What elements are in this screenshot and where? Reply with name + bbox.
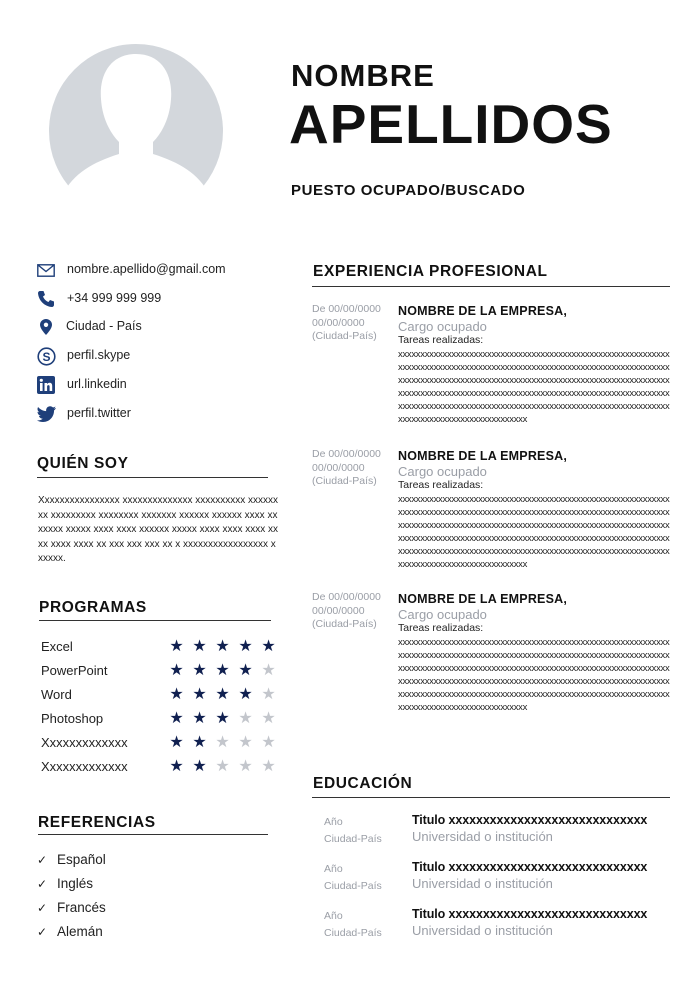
- experience-role: Cargo ocupado: [398, 464, 487, 479]
- star-filled-icon: ★: [215, 686, 230, 703]
- experience-dates: [312, 303, 392, 344]
- experience-dates: [312, 448, 392, 489]
- phone-icon: [36, 289, 56, 309]
- star-filled-icon: ★: [169, 662, 184, 679]
- program-row: [41, 733, 277, 753]
- education-institution: Universidad o institución: [412, 829, 553, 844]
- experience-tasks: xxxxxxxxxxxxxxxxxxxxxxxxxxxxxxxxxxxxxxxxxxxxxxxxxxxxxxxxxxxxxxxxxxxxxxxxxxxxxxxxxxxxxxxxxxxxxxxxxxxxxxxxxxxxxxxxxxxxxxxxxxxxxxxxxxxxxxxxxxxxxxxxxxxxxxxxxxxxxxxxxxxxxxxxxxxxxxxxxxxxxxxxxxxxxxxxxxxxxxxxxxxxxxxxxxxxxxxxxxxxxxxxxxxxxxxxxxxxxxxxxxxxxxxxxxxxxxxxxxxxxxxxxxxxxxxxxxxxxxxxxxxxxxxxxxxxxxxxxxxxxxxxxxxxxxxxxxxxxxxxxxxxxxxxxxxxxx: [398, 637, 670, 713]
- experience-company: NOMBRE DE LA EMPRESA,: [398, 592, 568, 606]
- star-filled-icon: ★: [169, 686, 184, 703]
- envelope-icon: [36, 260, 56, 280]
- star-empty-icon: ★: [238, 710, 253, 727]
- star-filled-icon: ★: [215, 662, 230, 679]
- contact-email[interactable]: [36, 259, 226, 281]
- reference-item: [37, 852, 106, 867]
- experience-tasks: xxxxxxxxxxxxxxxxxxxxxxxxxxxxxxxxxxxxxxxxxxxxxxxxxxxxxxxxxxxxxxxxxxxxxxxxxxxxxxxxxxxxxxxxxxxxxxxxxxxxxxxxxxxxxxxxxxxxxxxxxxxxxxxxxxxxxxxxxxxxxxxxxxxxxxxxxxxxxxxxxxxxxxxxxxxxxxxxxxxxxxxxxxxxxxxxxxxxxxxxxxxxxxxxxxxxxxxxxxxxxxxxxxxxxxxxxxxxxxxxxxxxxxxxxxxxxxxxxxxxxxxxxxxxxxxxxxxxxxxxxxxxxxxxxxxxxxxxxxxxxxxxxxxxxxxxxxxxxxxxxxxxxxxxxxxxxx: [398, 494, 670, 570]
- program-name: Excel: [41, 639, 73, 654]
- skype-text: perfil.skype: [67, 348, 131, 362]
- first-name: NOMBRE: [291, 58, 435, 93]
- last-name: APELLIDOS: [289, 93, 613, 155]
- education-title: Titulo xxxxxxxxxxxxxxxxxxxxxxxxxxxxx: [412, 907, 648, 921]
- job-position: PUESTO OCUPADO/BUSCADO: [291, 182, 526, 199]
- contact-twitter[interactable]: [36, 403, 131, 425]
- program-row: [41, 637, 277, 657]
- reference-item: [37, 924, 103, 939]
- experience-title: EXPERIENCIA PROFESIONAL: [313, 263, 548, 280]
- reference-label: Inglés: [57, 876, 94, 891]
- reference-label: Alemán: [57, 924, 103, 939]
- experience-role: Cargo ocupado: [398, 319, 487, 334]
- experience-dates: [312, 591, 392, 632]
- program-row: [41, 661, 277, 681]
- experience-date-from: De 00/00/0000: [312, 303, 381, 315]
- twitter-text: perfil.twitter: [67, 406, 131, 420]
- star-filled-icon: ★: [192, 638, 207, 655]
- star-filled-icon: ★: [192, 758, 207, 775]
- star-filled-icon: ★: [192, 710, 207, 727]
- experience-tasks: xxxxxxxxxxxxxxxxxxxxxxxxxxxxxxxxxxxxxxxxxxxxxxxxxxxxxxxxxxxxxxxxxxxxxxxxxxxxxxxxxxxxxxxxxxxxxxxxxxxxxxxxxxxxxxxxxxxxxxxxxxxxxxxxxxxxxxxxxxxxxxxxxxxxxxxxxxxxxxxxxxxxxxxxxxxxxxxxxxxxxxxxxxxxxxxxxxxxxxxxxxxxxxxxxxxxxxxxxxxxxxxxxxxxxxxxxxxxxxxxxxxxxxxxxxxxxxxxxxxxxxxxxxxxxxxxxxxxxxxxxxxxxxxxxxxxxxxxxxxxxxxxxxxxxxxxxxxxxxxxxxxxxxxxxxxxxx: [398, 349, 670, 425]
- star-empty-icon: ★: [261, 662, 276, 679]
- program-row: [41, 757, 277, 777]
- education-title: Titulo xxxxxxxxxxxxxxxxxxxxxxxxxxxxx: [412, 860, 648, 874]
- star-filled-icon: ★: [238, 662, 253, 679]
- program-name: Word: [41, 687, 72, 702]
- star-empty-icon: ★: [261, 734, 276, 751]
- education-place: Ciudad-País: [324, 833, 382, 845]
- programs-title: PROGRAMAS: [39, 599, 147, 616]
- star-empty-icon: ★: [238, 758, 253, 775]
- star-empty-icon: ★: [261, 710, 276, 727]
- star-empty-icon: ★: [238, 734, 253, 751]
- phone-text: +34 999 999 999: [67, 291, 162, 305]
- program-rating: [168, 733, 277, 753]
- references-title: REFERENCIAS: [38, 814, 156, 831]
- linkedin-icon: [36, 375, 56, 395]
- star-filled-icon: ★: [192, 662, 207, 679]
- contact-linkedin[interactable]: [36, 374, 127, 396]
- experience-place: (Ciudad-País): [312, 330, 377, 342]
- star-filled-icon: ★: [261, 638, 276, 655]
- reference-label: Francés: [57, 900, 106, 915]
- program-row: [41, 685, 277, 705]
- location-text: Ciudad - País: [66, 319, 142, 333]
- experience-tasks-label: Tareas realizadas:: [398, 334, 484, 346]
- experience-place: (Ciudad-País): [312, 618, 377, 630]
- program-name: PowerPoint: [41, 663, 108, 678]
- contact-location: [36, 316, 142, 338]
- experience-date-to: 00/00/0000: [312, 604, 365, 617]
- experience-date-from: De 00/00/0000: [312, 591, 381, 603]
- star-filled-icon: ★: [169, 734, 184, 751]
- checkmark-icon: ✓: [37, 900, 48, 915]
- star-empty-icon: ★: [215, 734, 230, 751]
- experience-company: NOMBRE DE LA EMPRESA,: [398, 449, 568, 463]
- checkmark-icon: ✓: [37, 852, 48, 867]
- education-divider: [312, 797, 670, 798]
- program-rating: [168, 637, 277, 657]
- experience-tasks-label: Tareas realizadas:: [398, 622, 484, 634]
- program-rating: [168, 685, 277, 705]
- checkmark-icon: ✓: [37, 876, 48, 891]
- star-filled-icon: ★: [238, 638, 253, 655]
- experience-tasks-label: Tareas realizadas:: [398, 479, 484, 491]
- experience-divider: [312, 286, 670, 287]
- education-year: Año: [324, 910, 343, 922]
- star-filled-icon: ★: [169, 638, 184, 655]
- star-filled-icon: ★: [169, 710, 184, 727]
- program-name: Xxxxxxxxxxxxx: [41, 759, 128, 774]
- star-empty-icon: ★: [215, 758, 230, 775]
- experience-place: (Ciudad-País): [312, 475, 377, 487]
- experience-date-to: 00/00/0000: [312, 316, 365, 329]
- about-divider: [37, 477, 268, 478]
- programs-divider: [39, 620, 271, 621]
- experience-role: Cargo ocupado: [398, 607, 487, 622]
- profile-photo-placeholder: [49, 44, 223, 194]
- star-filled-icon: ★: [192, 734, 207, 751]
- education-title: Titulo xxxxxxxxxxxxxxxxxxxxxxxxxxxxx: [412, 813, 648, 827]
- program-row: [41, 709, 277, 729]
- reference-item: [37, 876, 93, 891]
- star-filled-icon: ★: [215, 638, 230, 655]
- program-name: Photoshop: [41, 711, 104, 726]
- program-rating: [168, 661, 277, 681]
- experience-company: NOMBRE DE LA EMPRESA,: [398, 304, 568, 318]
- education-place: Ciudad-País: [324, 927, 382, 939]
- experience-date-from: De 00/00/0000: [312, 448, 381, 460]
- references-divider: [38, 834, 268, 835]
- svg-text:S: S: [41, 349, 51, 364]
- education-title: EDUCACIÓN: [313, 775, 413, 792]
- reference-item: [37, 900, 106, 915]
- program-name: Xxxxxxxxxxxxx: [41, 735, 128, 750]
- star-filled-icon: ★: [192, 686, 207, 703]
- star-filled-icon: ★: [215, 710, 230, 727]
- education-year: Año: [324, 863, 343, 875]
- email-text: nombre.apellido@gmail.com: [67, 262, 226, 276]
- experience-date-to: 00/00/0000: [312, 461, 365, 474]
- contact-phone[interactable]: [36, 288, 162, 310]
- about-title: QUIÉN SOY: [37, 455, 129, 472]
- program-rating: [168, 709, 277, 729]
- twitter-icon: [36, 404, 56, 424]
- checkmark-icon: ✓: [37, 924, 48, 939]
- location-pin-icon: [36, 317, 56, 337]
- program-rating: [168, 757, 277, 777]
- contact-skype[interactable]: [36, 345, 131, 367]
- about-text: Xxxxxxxxxxxxxxxx xxxxxxxxxxxxxx xxxxxxxxxx xxxxxxxx xxxxxxxxx xxxxxxxx xxxxxxx xxxxxx xxxxxx xxxx xxxxxxx xxxxx xxxx xxxx xxxxxx xxxxx xxxx xxxx xxxx xxxx xxxx xxxx xx xxx xxx xxx xx x xxxxxxxxxxxxxxxxx xxxxxx.: [38, 495, 279, 564]
- education-institution: Universidad o institución: [412, 876, 553, 891]
- reference-label: Español: [57, 852, 106, 867]
- star-filled-icon: ★: [169, 758, 184, 775]
- linkedin-text: url.linkedin: [67, 377, 127, 391]
- star-empty-icon: ★: [261, 686, 276, 703]
- education-year: Año: [324, 816, 343, 828]
- education-institution: Universidad o institución: [412, 923, 553, 938]
- star-empty-icon: ★: [261, 758, 276, 775]
- star-filled-icon: ★: [238, 686, 253, 703]
- education-place: Ciudad-País: [324, 880, 382, 892]
- skype-icon: [36, 346, 56, 366]
